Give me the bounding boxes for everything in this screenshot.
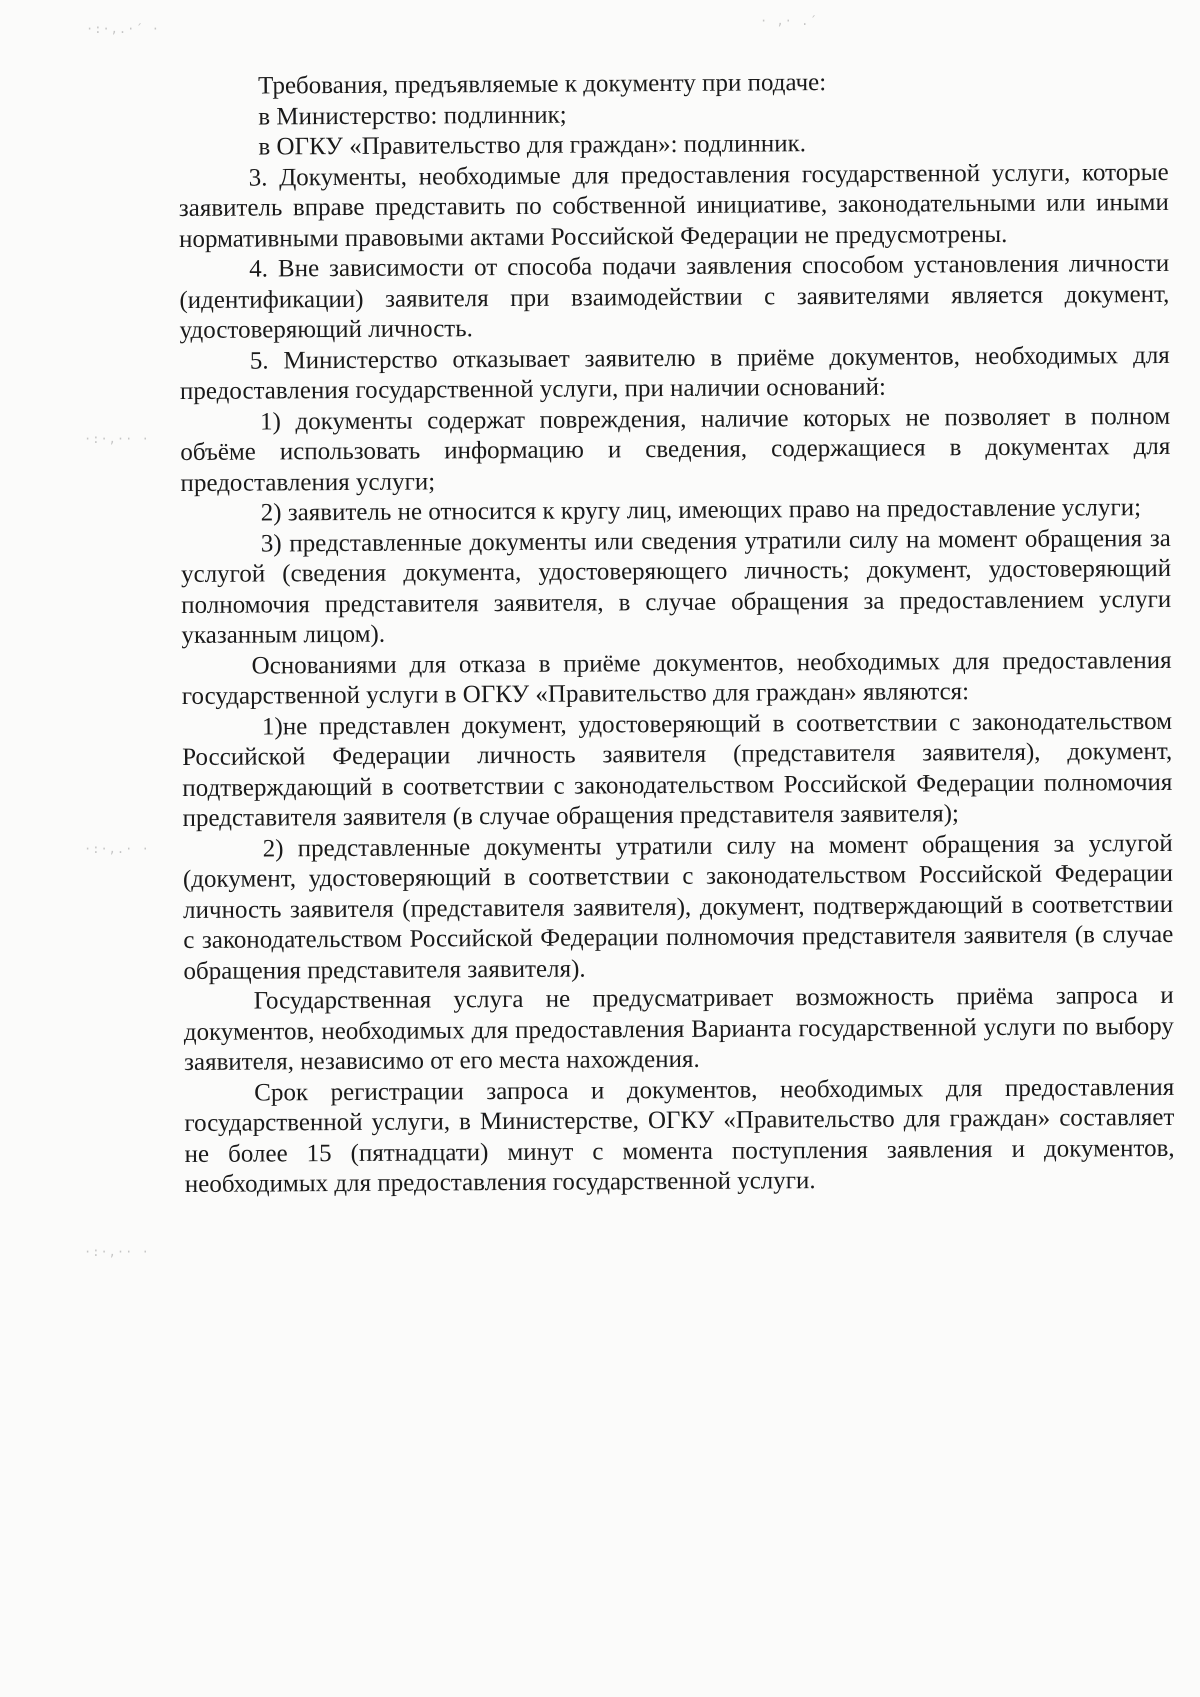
paragraph-ogku-refusal-grounds: Основаниями для отказа в приёме документов, необходимых для предоставления государственной услуги в ОГКУ «Правительство для граждан» являются: (181, 646, 1172, 710)
list-item: 1) документы содержат повреждения, наличие которых не позволяет в полном объёме использовать информацию и сведения, содержащиеся в документах для предоставления услуги; (180, 402, 1171, 497)
paragraph-ogku-original: в ОГКУ «Правительство для граждан»: подлинник. (258, 130, 807, 161)
list-item: 2) представленные документы утратили силу на момент обращения за услугой (документ, удостоверяющий в соответствии с законодательством Российской Федерации личность заявителя (представителя заявителя), документ, подтверждающий в соответствии с законодательством Российской Федерации полномочия представителя заявителя (в случае обращения представителя заявителя). (182, 829, 1174, 985)
list-item: 3) представленные документы или сведения утратили силу на момент обращения за услугой (сведения документа, удостоверяющего личность; документ, удостоверяющий полномочия представителя заявителя, в случае обращения за предоставлением услуги указанным лицом). (180, 524, 1172, 649)
paragraph-requirements: Требования, предъявляемые к документу при подаче: (258, 69, 827, 100)
list-item: 1)не представлен документ, удостоверяющий в соответствии с законодательством Российской Федерации личность заявителя (представителя заявителя), документ, подтверждающий в соответствии с законодательством Российской Федерации полномочия представителя заявителя (в случае обращения представителя заявителя); (182, 707, 1173, 832)
paragraph-item-3: 3. Документы, необходимые для предоставления государственной услуги, которые заявитель вправе представить по собственной инициативе, законодательными или иными нормативными правовыми актами Российской Федерации не предусмотрены. (178, 158, 1169, 253)
scan-noise: ·:·,.·´ · (86, 22, 161, 36)
scan-noise: · ,· .´ (760, 14, 818, 28)
scan-noise: ·:·,·· · (84, 432, 150, 446)
document-body (178, 66, 1175, 1201)
scan-noise: ·:·,.· · (84, 842, 150, 856)
paragraph-item-4: 4. Вне зависимости от способа подачи заявления способом установления личности (идентификации) заявителя при взаимодействии с заявителями является документ, удостоверяющий личность. (179, 249, 1170, 344)
paragraph-registration-term: Срок регистрации запроса и документов, необходимых для предоставления государственной услуги, в Министерстве, ОГКУ «Правительство для граждан» составляет не более 15 (пятнадцати) минут с момента поступления заявления и документов, необходимых для предоставления государственной услуги. (184, 1073, 1175, 1198)
paragraph-item-5: 5. Министерство отказывает заявителю в приёме документов, необходимых для предоставления государственной услуги, при наличии оснований: (179, 341, 1170, 405)
paragraph-location-independence: Государственная услуга не предусматривает возможность приёма запроса и документов, необходимых для предоставления Варианта государственной услуги по выбору заявителя, независимо от его места нахождения. (183, 981, 1174, 1076)
paragraph-ministry-original: в Министерство: подлинник; (258, 101, 567, 131)
scan-noise: ·:·,·· · (84, 1245, 150, 1259)
list-item: 2) заявитель не относится к кругу лиц, имеющих право на предоставление услуги; (260, 494, 1142, 527)
